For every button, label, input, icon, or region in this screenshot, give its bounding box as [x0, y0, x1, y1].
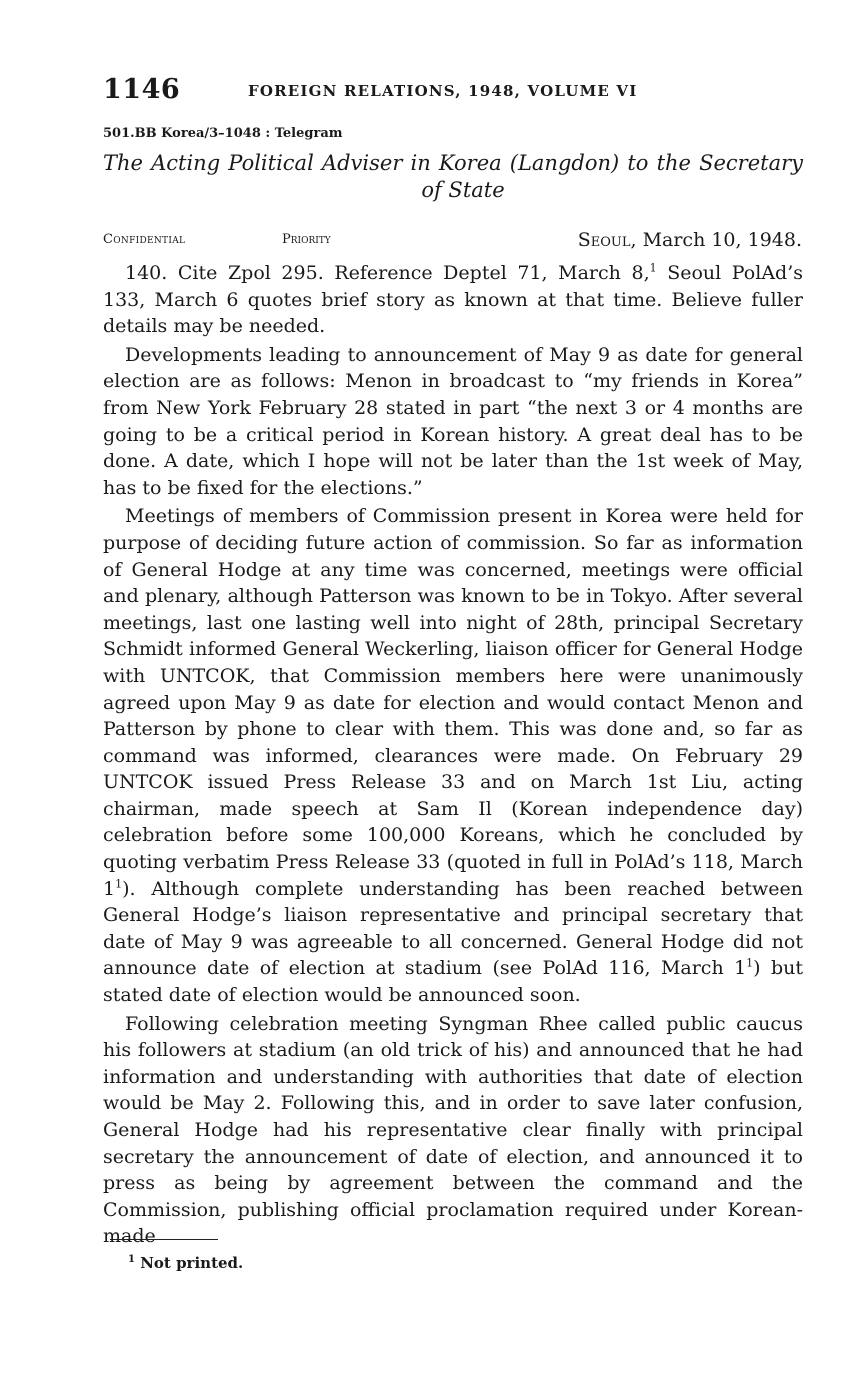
- file-reference: 501.BB Korea/3–1048 : Telegram: [103, 126, 343, 141]
- paragraph-2: Developments leading to announcement of May 9 as date for general election are as follows: Menon in broadcast to “my friends in Korea” from New York February 28 stated in part “the next 3 or 4 months are going to be a critical period in Korean history. A great deal has to be done. A date, which I hope will not be later than the 1st week of May, has to be fixed for the elections.”: [103, 343, 803, 499]
- paragraph-3-text-a: Meetings of members of Commission present in Korea were held for purpose of deciding future action of commission. So far as information of General Hodge at any time was concerned, meetings were official and plenary, although Patterson was known to be in Tokyo. After several meetings, last one lasting well into night of 28th, principal Secretary Schmidt informed General Weckerling, liaison officer for General Hodge with UNTCOK, that Commission members here were unanimously agreed upon May 9 as date for election and would contact Menon and Patterson by phone to clear with them. This was done and, so far as command was informed, clearances were made. On February 29 UNTCOK issued Press Release 33 and on March 1st Liu, acting chairman, made speech at Sam Il (Korean independence day) celebration before some 100,000 Koreans, which he concluded by quoting verbatim Press Release 33 (quoted in full in PolAd’s 118, March 1: [103, 505, 803, 900]
- running-head: FOREIGN RELATIONS, 1948, VOLUME VI: [248, 82, 638, 100]
- footnote-text: Not printed.: [140, 1254, 244, 1272]
- footnote: [128, 1254, 243, 1272]
- footnote-ref: 1: [649, 261, 657, 275]
- footnote-divider: [110, 1239, 218, 1240]
- document-title-line-2: of State: [421, 178, 505, 202]
- dateline-place: Seoul,: [577, 229, 637, 251]
- footnote-ref: 1: [115, 877, 123, 891]
- paragraph-1-text-b: Seoul PolAd’s 133, March 6 quotes brief story as known at that time. Believe fuller details may be needed.: [103, 262, 803, 338]
- footnote-ref: 1: [746, 957, 754, 971]
- paragraph-3: [103, 503, 803, 1008]
- paragraph-4: Following celebration meeting Syngman Rhee called public caucus his followers at stadium (an old trick of his) and announced that he had information and understanding with authorities that date of election would be May 2. Following this, and in order to save later confusion, General Hodge had his representative clear finally with principal secretary the announcement of date of election, and announced it to press as being by agreement between the command and the Commission, publishing official proclamation required under Korean-made: [103, 1012, 803, 1248]
- paragraph-1-text-a: 140. Cite Zpol 295. Reference Deptel 71, March 8,: [125, 262, 650, 284]
- priority-label: Priority: [282, 232, 331, 247]
- classification-label: Confidential: [103, 232, 186, 247]
- page-number: 1146: [103, 74, 181, 105]
- dateline-date: March 10, 1948.: [642, 229, 802, 251]
- footnote-marker: 1: [128, 1254, 135, 1265]
- document-title: [103, 150, 803, 204]
- paragraph-1: [103, 260, 803, 340]
- dateline: [578, 229, 802, 251]
- document-title-line-1: The Acting Political Adviser in Korea (Langdon) to the Secretary: [103, 151, 803, 175]
- telegram-body: [103, 260, 803, 1250]
- paragraph-3-text-b: ). Although complete understanding has been reached between General Hodge’s liaison representative and principal secretary that date of May 9 was agreeable to all concerned. General Hodge did not announce date of election at stadium (see PolAd 116, March 1: [103, 877, 803, 980]
- paragraph-3-text-c: ) but stated date of election would be announced soon.: [103, 957, 803, 1007]
